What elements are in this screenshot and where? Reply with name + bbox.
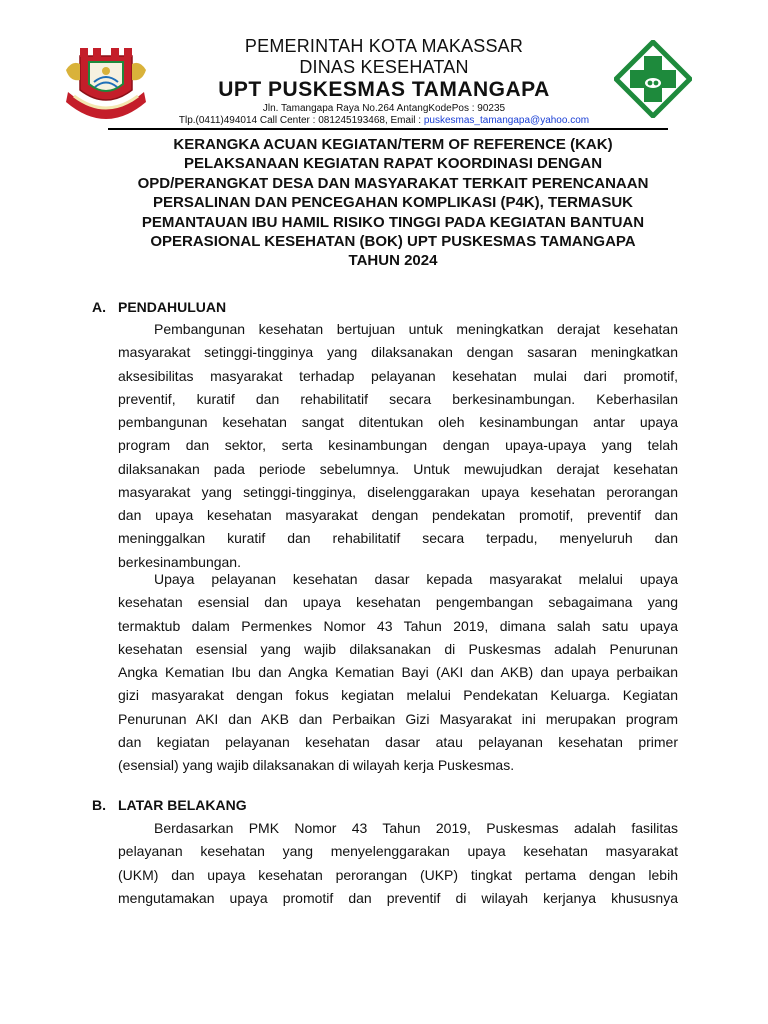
section-number: A.: [92, 299, 106, 315]
contact-line: [130, 115, 638, 127]
text-line: pelayanan kesehatan yang menyelenggarakan upaya kesehatan masyarakat: [118, 843, 678, 860]
title-line: PELAKSANAAN KEGIATAN RAPAT KOORDINASI DENGAN: [183, 155, 603, 173]
title-line: TAHUN 2024: [348, 252, 438, 270]
letterhead: [0, 0, 768, 130]
title-line: KERANGKA ACUAN KEGIATAN/TERM OF REFERENCE (KAK): [173, 136, 613, 153]
text-line: Angka Kematian Ibu dan Angka Kematian Bayi (AKI dan AKB) dan upaya perbaikan: [118, 664, 678, 680]
text-line: gizi masyarakat dengan fokus kegiatan melalui Pendekatan Keluarga. Kegiatan: [118, 687, 678, 704]
text-line: Penurunan AKI dan AKB dan Perbaikan Gizi Masyarakat ini merupakan program: [118, 710, 678, 727]
text-line: (UKM) dan upaya kesehatan perorangan (UKP) tingkat pertama dengan lebih: [118, 866, 678, 883]
paragraph-pendahuluan-1: [118, 318, 678, 574]
letterhead-divider: [108, 128, 668, 130]
paragraph-latar-belakang-1: [118, 817, 678, 910]
email-link[interactable]: puskesmas_tamangapa@yahoo.com: [423, 115, 590, 126]
paragraph-pendahuluan-2: [118, 568, 678, 777]
text-line: pembangunan kesehatan sangat ditentukan oleh kesinambungan antar upaya: [118, 414, 678, 430]
title-line: PERSALINAN DAN PENCEGAHAN KOMPLIKASI (P4K), TERMASUK: [152, 194, 634, 212]
text-line: (esensial) yang wajib dilaksanakan di wilayah kerja Puskesmas.: [118, 757, 515, 773]
text-line: kesehatan esensial yang wajib dilaksanakan di Puskesmas adalah Penurunan: [118, 640, 678, 657]
text-line: aksesibilitas masyarakat terhadap pelayanan kesehatan mulai dari promotif,: [118, 367, 678, 384]
text-line: kesehatan esensial dan upaya kesehatan pengembangan sebagaimana yang: [118, 594, 678, 611]
text-line: masyarakat setinggi-tingginya yang dilaksanakan dengan sasaran meningkatkan: [118, 344, 678, 361]
text-line: program dan sektor, serta kesinambungan dengan upaya-upaya yang telah: [118, 437, 678, 454]
letterhead-text: [150, 36, 618, 127]
institution-name: UPT PUSKESMAS TAMANGAPA: [218, 78, 550, 101]
text-line: termaktub dalam Permenkes Nomor 43 Tahun 2019, dimana salah satu upaya: [118, 617, 678, 634]
text-line: meninggalkan kuratif dan rehabilitatif secara terpadu, menyeluruh dan: [118, 530, 678, 547]
text-line: Berdasarkan PMK Nomor 43 Tahun 2019, Puskesmas adalah fasilitas: [154, 820, 678, 836]
address-line: Jln. Tamangapa Raya No.264 AntangKodePos : 90235: [262, 103, 506, 114]
text-line: dan upaya kesehatan masyarakat dengan pendekatan promotif, preventif dan: [118, 507, 678, 523]
text-line: mengutamakan upaya promotif dan preventif di wilayah kerjanya khususnya: [118, 889, 678, 906]
section-heading-latar-belakang: [92, 796, 247, 814]
text-line: dan kegiatan pelayanan kesehatan dasar atau pelayanan kesehatan primer: [118, 733, 678, 750]
title-line: OPERASIONAL KESEHATAN (BOK) UPT PUSKESMAS TAMANGAPA: [150, 233, 636, 251]
section-title: LATAR BELAKANG: [118, 797, 247, 813]
text-line: preventif, kuratif dan rehabilitatif secara berkesinambungan. Keberhasilan: [118, 390, 678, 407]
contact-text: Tlp.(0411)494014 Call Center : 081245193468, Email :: [178, 115, 424, 126]
text-line: Upaya pelayanan kesehatan dasar kepada masyarakat melalui upaya: [154, 571, 678, 587]
department-name: DINAS KESEHATAN: [299, 57, 469, 77]
text-line: Pembangunan kesehatan bertujuan untuk meningkatkan derajat kesehatan: [154, 321, 678, 337]
makassar-city-emblem-icon: [62, 40, 150, 124]
title-line: OPD/PERANGKAT DESA DAN MASYARAKAT TERKAIT PERENCANAAN: [137, 174, 649, 192]
government-name: PEMERINTAH KOTA MAKASSAR: [244, 36, 524, 56]
document-title: [88, 135, 698, 271]
text-line: masyarakat yang setinggi-tingginya, diselenggarakan upaya kesehatan perorangan: [118, 483, 678, 500]
title-line: PEMANTAUAN IBU HAMIL RISIKO TINGGI PADA KEGIATAN BANTUAN: [141, 213, 645, 231]
text-line: dilaksanakan pada periode sebelumnya. Untuk mewujudkan derajat kesehatan: [118, 460, 678, 477]
section-title: PENDAHULUAN: [118, 299, 227, 315]
text-line: berkesinambungan.: [118, 553, 241, 570]
puskesmas-logo-icon: [614, 40, 692, 118]
section-number: B.: [92, 797, 106, 813]
section-heading-pendahuluan: [92, 298, 226, 316]
